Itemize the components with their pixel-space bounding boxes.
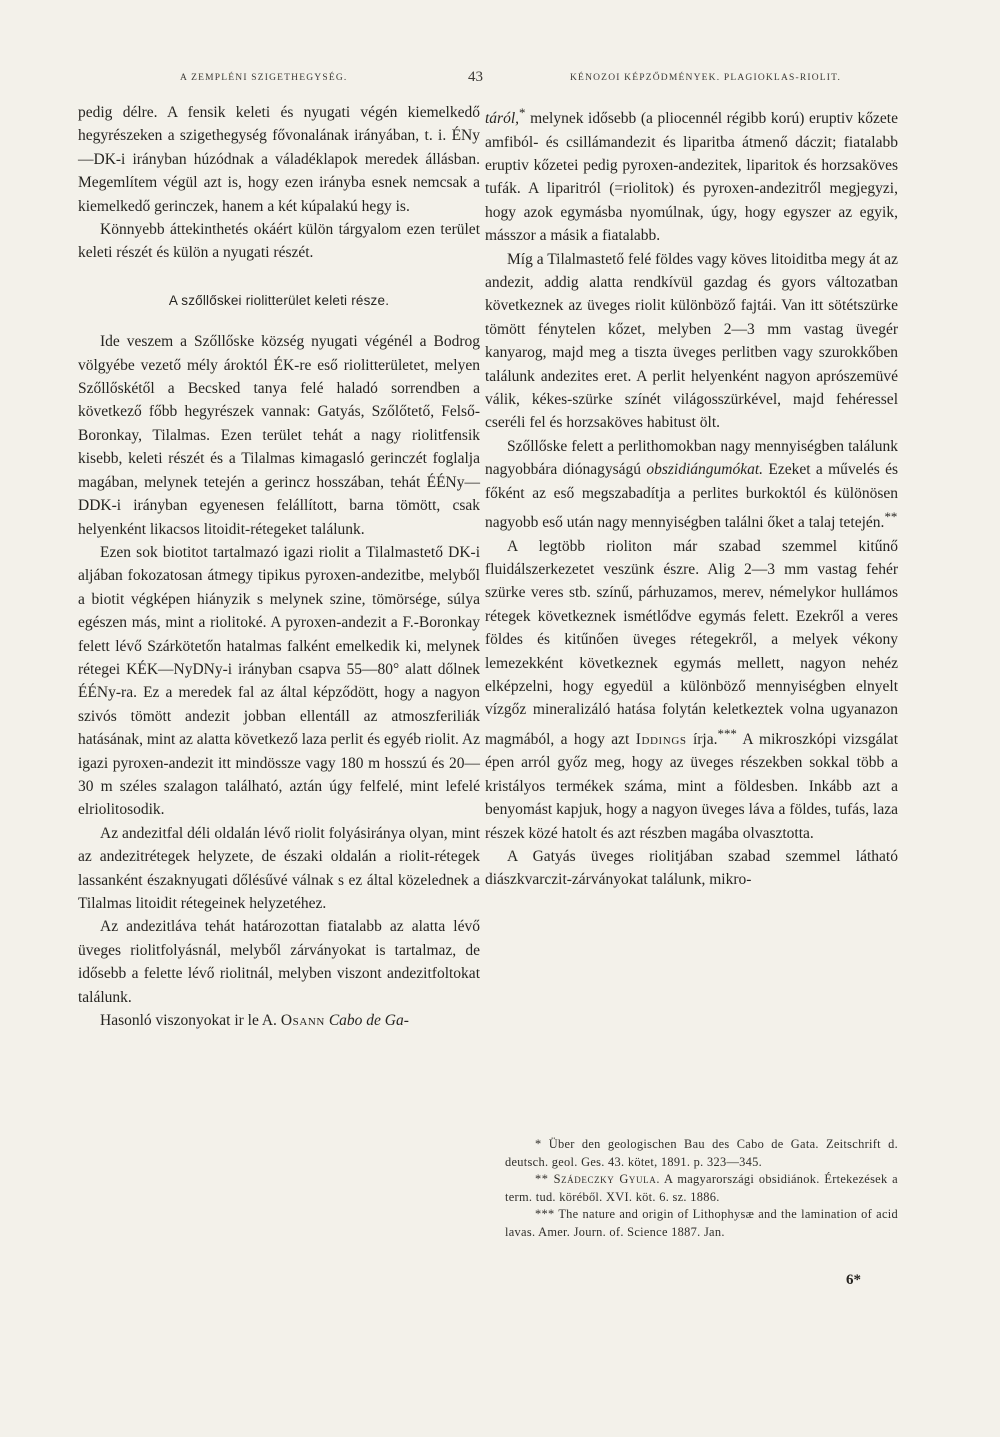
paragraph <box>485 535 898 845</box>
italic-term: obszidiángumókat. <box>646 461 764 479</box>
work-title: Cabo de Ga- <box>328 1012 409 1030</box>
text-run: melynek idősebb (a pliocennél régibb korú) eruptiv kőzete amfiból- és csillámandezit és liparitba átmenő dáczit; fiatalabb eruptiv kőzetei pedig pyroxen-andezitek, liparitok és horzsaköves tufák. A liparitról (=riolitok) és pyroxen-andezitről megjegyzi, hogy azok egymásba nyomúlnak, úgy, hogy egyszer az egyik, másszor a másik a fiatalabb. <box>485 110 898 245</box>
running-header-right: KÉNOZOI KÉPZŐDMÉNYEK. PLAGIOKLAS-RIOLIT. <box>570 73 842 83</box>
left-column <box>78 101 480 1032</box>
paragraph: pedig délre. A fensik keleti és nyugati végén kiemelkedő hegyrészeken a szigethegység fővonalának irányában, t. i. ÉNy—DK-i irányban húzódnak a váladéklapok meredek állásban. Megemlítem végül azt is, hogy ezen irányba esnek nemcsak a kiemelkedő gerinczek, hanem a két kúpalakú hegy is. <box>78 104 480 215</box>
footnote-author: ** Szádeczky Gyula. <box>535 1172 661 1187</box>
text-run: Ezeket a művelés és főként az eső megszabadítja a perlites burkoktól és különösen nagyobb eső után nagy mennyiségben találni őket a talaj tetején. <box>485 461 899 532</box>
work-title: táról, <box>485 110 520 128</box>
page-number: 43 <box>468 69 483 85</box>
footnote <box>505 1171 898 1206</box>
text-run: A legtöbb rioliton már szabad szemmel kitűnő fluidálszerkezetet veszünk észre. Alig 2—3 mm vastag fehér szürke veres stb. színű, párhuzamos, merev, némelykor hullámos rétegek következnek ismétlődve egymás felett. Ezekről a veres földes és kitűnően üveges rétegekről, a melyek vékony lemezekként következnek egymás mellett, nagyon nehéz elképzelni, hogy egyedül a különböző mennyiségben elnyelt vízgőz mineralizáló hatása folytán keletkeztek volna ugyanazon magmából, a hogy azt <box>485 537 898 749</box>
text-run: Szőllőske felett a perlithomokban nagy mennyiségben találunk nagyobbára diónagyságú <box>485 437 898 479</box>
right-column <box>485 101 898 892</box>
footnote-mark: *** <box>717 725 737 741</box>
text-run: írja. <box>686 731 718 749</box>
section-heading: A szőllőskei riolitterület keleti része. <box>168 292 390 308</box>
paragraph: Az andezitláva tehát határozottan fiatalabb az alatta lévő üveges riolitfolyásnál, melyből zárványokat is tartalmaz, de idősebb a felette lévő riolitnál, melyben viszont andezitfoltokat találunk. <box>78 918 480 1006</box>
text-run: A mikroszkópi vizsgálat épen arról győz meg, hogy az üveges részekben sokkal több a kristályos termékek száma, mint a földesben. Inkább azt a benyomást kapjuk, hogy a nagyon üveges láva a földes, tufás, laza részek közé hatolt és azt részben magába olvasztotta. <box>485 731 898 842</box>
text-run: Hasonló viszonyokat ir le A. <box>100 1012 281 1030</box>
paragraph: A Gatyás üveges riolitjában szabad szemmel látható diászkvarczit-zárványokat találunk, mikro- <box>485 848 898 889</box>
footnotes <box>505 1136 898 1242</box>
paragraph <box>485 435 898 535</box>
running-header-left: A ZEMPLÉNI SZIGETHEGYSÉG. <box>180 73 348 83</box>
footnote: *** The nature and origin of Lithophysæ and the lamination of acid lavas. Amer. Journ. of. Science 1887. Jan. <box>505 1207 898 1239</box>
paragraph: Az andezitfal déli oldalán lévő riolit folyásiránya olyan, mint az andezitrétegek helyzete, de északi oldalán a riolit-rétegek lassanként északnyugati dőlésűvé válnak s ez által közelednek a Tilalmas litoidit rétegeinek helyzetéhez. <box>78 824 480 912</box>
paragraph: Ide veszem a Szőllőske község nyugati végénél a Bodrog völgyébe vezető mély ároktól ÉK-re eső riolitterületet, melyen Szőllőskétől a Becsked tanya felé haladó sorrendben a következő főbb hegyrészek vannak: Gatyás, Szőlőtető, Felső-Boronkay, Tilalmas. Ezen terület tehát a nagy riolitfensik kisebb, keleti részét és a Tilalmas kimagasló gerinczét foglalja magában, melynek tetején a gerincz hosszában, tehát ÉÉNy—DDK-i irányban egyenesen felállított, barna tömött, csak helyenként likacsos litoidit-rétegeket találunk. <box>78 333 480 538</box>
text-run: A magyarországi obsidiánok. Értekezések a term. tud. köréből. XVI. köt. 6. sz. 1886. <box>505 1172 898 1204</box>
footnote-mark: * <box>519 105 526 120</box>
paragraph: Ezen sok biotitot tartalmazó igazi riolit a Tilalmastető DK-i aljában fokozatosan átmegy tipikus pyroxen-andezitbe, melyből a biotit végképen hiányzik s melynek szine, tömörsége, súlya egészen más, mint a riolitoké. A pyroxen-andezit a F.-Boronkay felett lévő Szárkötetőn hatalmas falként emelkedik ki, melynek rétegei KÉK—NyDNy-i irányban csapva 55—80° alatt dőlnek ÉÉNy-ra. Ez a meredek fal az által képződött, hogy a nagyon szivós tömött andezit jobban ellentáll az atmoszferiliák hatásának, mint az alatta következő laza perlit és egyéb riolit. Az igazi pyroxen-andezit itt mindössze vagy 180 m hosszú és 20—30 m széles szalagon található, aztán úgy felfelé, mint lefelé elriolitosodik. <box>78 543 480 819</box>
author-name: Osann <box>280 1012 325 1030</box>
paragraph <box>485 101 898 248</box>
signature-mark: 6* <box>846 1272 861 1288</box>
paragraph: Könnyebb áttekinthetés okáért külön tárgyalom ezen terület keleti részét és külön a nyugati részét. <box>78 221 480 262</box>
footnote: * Über den geologischen Bau des Cabo de Gata. Zeitschrift d. deutsch. geol. Ges. 43. kötet, 1891. p. 323—345. <box>505 1137 898 1169</box>
paragraph: Míg a Tilalmastető felé földes vagy köves litoiditba megy át az andezit, addig alatta rendkívül gazdag és gyors változatban következnek az üveges riolit különböző fajtái. Van itt sötétszürke tömött fénytelen kőzet, melyben 2—3 mm vastag üvegér kanyarog, majd meg a tiszta üveges perlitben vagy szurokkőben találunk andezites eret. A perlit helyenként nagyon aprószemüvé válik, kékes-szürke színét világosszürkével, majd fehéressel cseréli fel és horzsaköves habitust ölt. <box>485 250 898 432</box>
author-name: Iddings <box>635 731 687 749</box>
footnote-mark: ** <box>884 509 898 525</box>
paragraph <box>78 1009 480 1032</box>
